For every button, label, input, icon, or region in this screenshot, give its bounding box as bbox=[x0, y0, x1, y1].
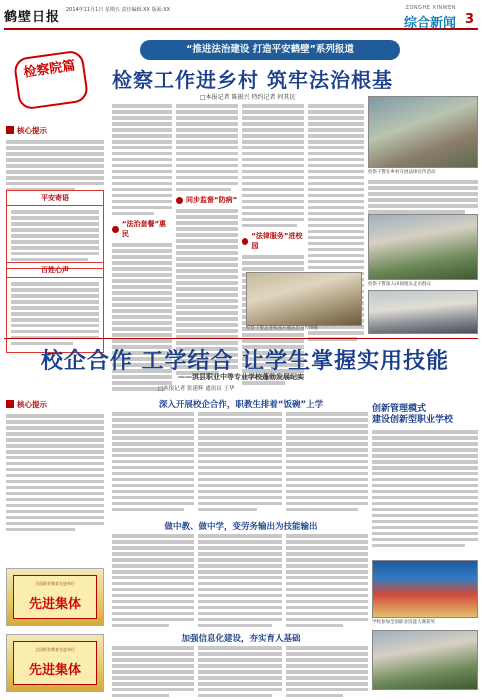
public-voice-box bbox=[6, 262, 104, 353]
article1-photo-1 bbox=[368, 96, 478, 168]
article2-photo-2 bbox=[372, 630, 478, 690]
article1-col2 bbox=[176, 104, 238, 377]
article2-right-title: 创新管理模式 建设创新型职业学校 bbox=[372, 404, 454, 425]
article1-subhead-3: “法律服务”进校园 bbox=[251, 232, 303, 251]
article2-core-hint-title: 核心提示 bbox=[17, 399, 47, 409]
article1-subhead-2: 同步监督“防病” bbox=[186, 196, 238, 205]
article2-headline: 校企合作 工学结合 让学生掌握实用技能 bbox=[40, 348, 450, 374]
article1-headline: 检察工作进乡村 筑牢法治根基 bbox=[112, 68, 393, 92]
article2-subhead: ——淇县职业中等专业学校蓬勃发展纪实 bbox=[178, 373, 304, 381]
article1-byline: □本报记者 陈振兴 特约记者 何其民 bbox=[200, 94, 296, 101]
article2-col7 bbox=[112, 646, 194, 700]
section-english: ZONGHE XINWEN bbox=[405, 5, 456, 11]
procuratorate-seal: 检察院篇 bbox=[13, 49, 90, 110]
article1-photo-3 bbox=[368, 290, 478, 334]
award-certificate-1 bbox=[6, 568, 104, 626]
article2-section-1-head: 深入开展校企合作，职教生排着“饭碗”上学 bbox=[158, 400, 324, 410]
article1-caption-2: 检察干警深入田间地头走访群众 bbox=[368, 282, 431, 287]
left-sidebar-top bbox=[6, 40, 104, 335]
award-subtitle-2: 全国职业教育先进单位 bbox=[35, 647, 75, 652]
series-banner: “推进法治建设 打造平安鹤壁”系列报道 bbox=[140, 40, 400, 60]
article2-right-text bbox=[372, 430, 478, 550]
article2-byline: □本报记者 张建辉 通讯员 王华 bbox=[158, 386, 235, 392]
article2-col6 bbox=[286, 534, 368, 630]
peace-message-title: 平安寄语 bbox=[6, 190, 104, 205]
article2-col1 bbox=[112, 412, 194, 514]
article2-col8 bbox=[198, 646, 282, 700]
article2-col3 bbox=[286, 412, 368, 514]
article2-col9 bbox=[286, 646, 368, 700]
article2-col2 bbox=[198, 412, 282, 514]
article1-photo-4 bbox=[246, 272, 362, 326]
core-hint-box bbox=[6, 124, 104, 194]
award-subtitle-1: 全国职业教育先进单位 bbox=[35, 581, 75, 586]
article2-caption-1: 学校参加全国职业技能大赛获奖 bbox=[372, 620, 435, 625]
left-sidebar-bottom bbox=[6, 398, 104, 696]
award-title-1: 先进集体 bbox=[28, 597, 81, 612]
article1-col5 bbox=[368, 180, 478, 216]
article1-subhead-1: “法治套餐”惠民 bbox=[121, 220, 167, 239]
section-divider bbox=[4, 338, 478, 339]
page-number: 3 bbox=[464, 12, 474, 27]
article1-photo-2 bbox=[368, 214, 478, 280]
article2-col5 bbox=[198, 534, 282, 630]
award-certificate-2 bbox=[6, 634, 104, 692]
section-header bbox=[368, 4, 478, 31]
peace-message-box bbox=[6, 190, 104, 269]
article1-caption-1: 检察干警在乡村开展法律宣传活动 bbox=[368, 170, 436, 175]
article1-caption-3: 检察干警走进校园开展法治宣传讲座 bbox=[246, 326, 318, 331]
article2-section-2-head: 做中教、做中学，变劳务输出为技能输出 bbox=[164, 522, 318, 532]
article2-col4 bbox=[112, 534, 194, 630]
masthead bbox=[4, 4, 478, 30]
newspaper-logo: 鹤壁日报 bbox=[4, 10, 61, 25]
article2-photo-1 bbox=[372, 560, 478, 618]
article2-section-3-head: 加强信息化建设，夯实育人基础 bbox=[181, 634, 301, 644]
section-title: 综合新闻 bbox=[403, 16, 456, 31]
core-hint-title: 核心提示 bbox=[17, 125, 47, 135]
issue-meta: 2014年11月1日 星期五 责任编辑:XX 版面:XX bbox=[66, 7, 171, 13]
award-title-2: 先进集体 bbox=[28, 663, 81, 678]
public-voice-title: 百姓心声 bbox=[6, 262, 104, 277]
